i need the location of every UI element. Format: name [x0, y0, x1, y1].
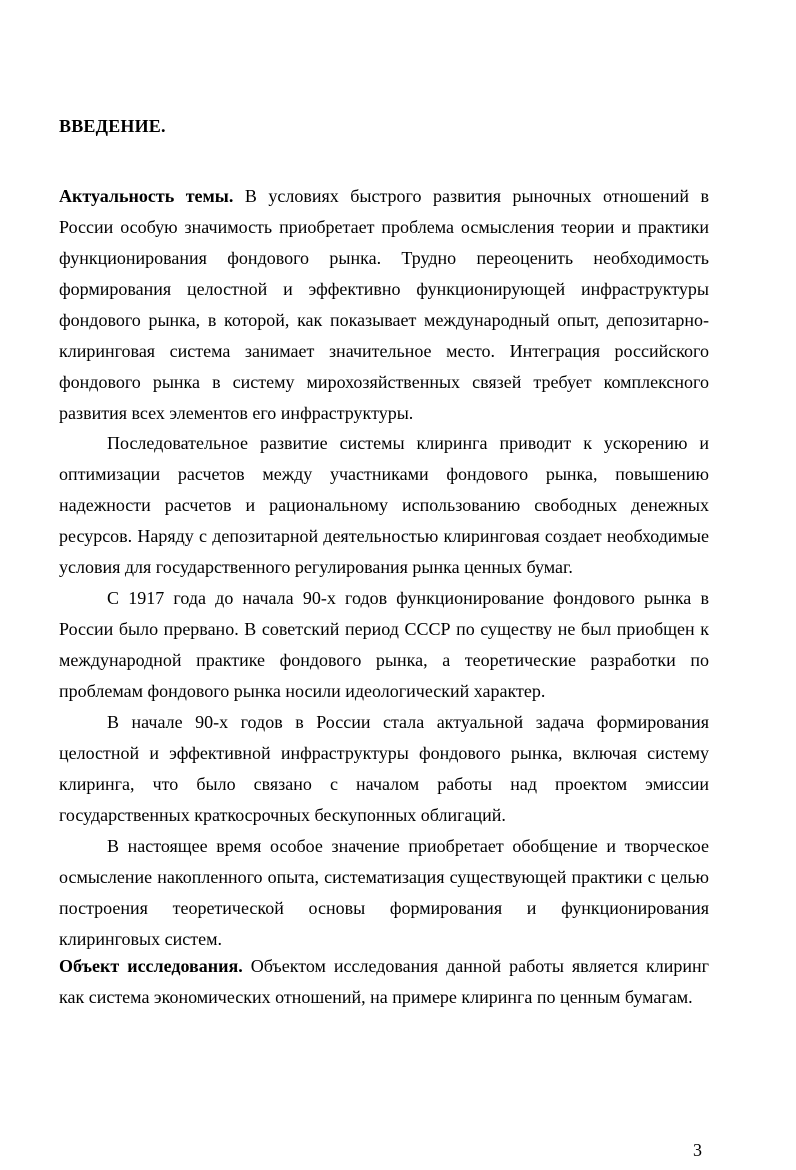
paragraph-lead: Объект исследования. [59, 956, 243, 976]
paragraph-nineties: В начале 90-х годов в России стала актуальной задача формирования целостной и эффективной инфраструктуры фондового рынка, включая систему клиринга, что было связано с началом работы над проектом эмиссии государственных краткосрочных бескупонных облигаций. [59, 712, 709, 825]
section-heading: ВВЕДЕНИЕ. [59, 116, 166, 136]
paragraph-lead: Актуальность темы. [59, 186, 234, 206]
paragraph-text: Объектом исследования данной работы является клиринг как система экономических отношений, на примере клиринга по ценным бумагам. [59, 956, 710, 1007]
paragraph-research-object [59, 951, 709, 1013]
paragraph-text: В условиях быстрого развития рыночных отношений в России особую значимость приобретает проблема осмысления теории и практики функционирования фондового рынка. Трудно переоценить необходимость формирования целостной и эффективно функционирующей инфраструктуры фондового рынка, в которой, как показывает международный опыт, депозитарно-клиринговая система занимает значительное место. Интеграция российского фондового рынка в систему мирохозяйственных связей требует комплексного развития всех элементов его инфраструктуры. [59, 186, 709, 423]
paragraph-history: С 1917 года до начала 90-х годов функционирование фондового рынка в России было прервано. В советский период СССР по существу не был приобщен к международной практике фондового рынка, а теоретические разработки по проблемам фондового рынка носили идеологический характер. [59, 588, 709, 701]
paragraph-clearing-development: Последовательное развитие системы клиринга приводит к ускорению и оптимизации расчетов между участниками фондового рынка, повышению надежности расчетов и рациональному использованию свободных денежных ресурсов. Наряду с депозитарной деятельностью клиринговая создает необходимые условия для государственного регулирования рынка ценных бумаг. [59, 433, 709, 577]
paragraph-relevance [59, 181, 709, 429]
paragraph-present: В настоящее время особое значение приобретает обобщение и творческое осмысление накопленного опыта, систематизация существующей практики с целью построения теоретической основы формирования и функционирования клиринговых систем. [59, 836, 709, 949]
page-number: 3 [693, 1140, 702, 1160]
